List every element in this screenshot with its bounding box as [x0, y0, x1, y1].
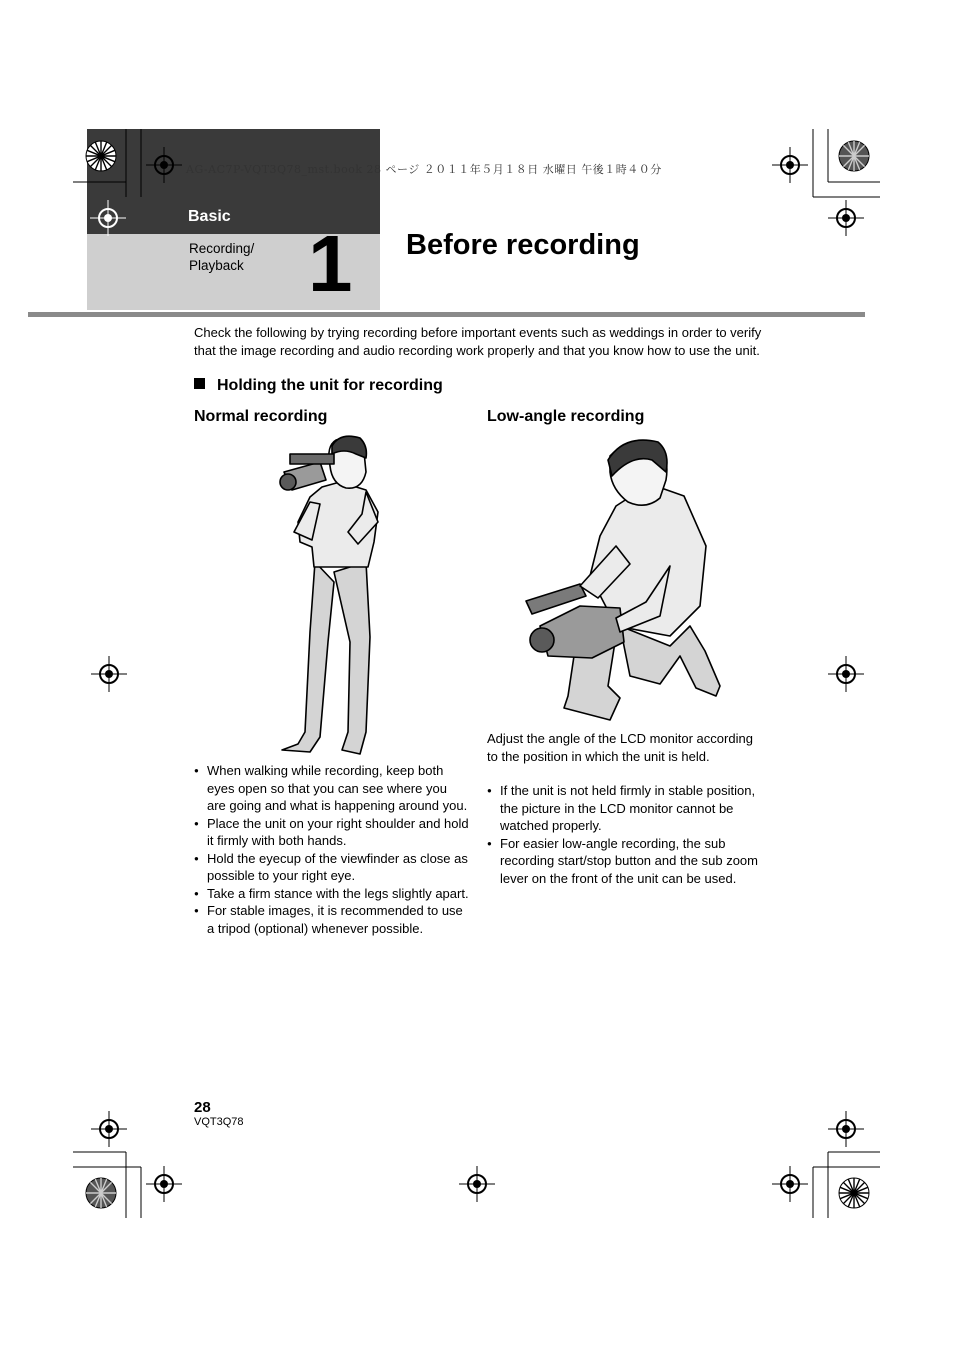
registration-crosshair-icon: [146, 1166, 182, 1202]
low-angle-recording-tips: [487, 782, 762, 887]
section-label: Basic: [188, 208, 231, 225]
file-stamp: AG-AC7P-VQT3Q78_mst.book 28 ページ ２０１１年５月１８日 水曜日 午後１時４０分: [186, 163, 662, 176]
registration-crosshair-icon: [91, 656, 127, 692]
list-item: ● Hold the eyecup of the viewfinder as close as possible to your right eye.: [194, 850, 469, 885]
holding-heading-text: Holding the unit for recording: [217, 377, 443, 394]
normal-recording-heading: Normal recording: [194, 408, 328, 425]
list-item: ● For stable images, it is recommended to use a tripod (optional) whenever possible.: [194, 902, 469, 937]
chapter-number: 1: [308, 219, 353, 308]
starburst-target-icon: [84, 139, 118, 173]
normal-recording-illustration: [270, 432, 400, 757]
page-title: Before recording: [406, 229, 640, 261]
registration-crosshair-icon: [772, 1166, 808, 1202]
list-item: ● When walking while recording, keep both eyes open so that you can see where you are going and what is happening around you.: [194, 762, 469, 815]
list-item: ● Take a firm stance with the legs slightly apart.: [194, 885, 469, 903]
square-bullet-icon: [194, 378, 205, 389]
list-item: ● If the unit is not held firmly in stable position, the picture in the LCD monitor cannot be watched properly.: [487, 782, 762, 835]
registration-crosshair-icon: [91, 1111, 127, 1147]
list-item: ● Place the unit on your right shoulder and hold it firmly with both hands.: [194, 815, 469, 850]
model-code: VQT3Q78: [194, 1116, 244, 1128]
registration-crosshair-icon: [459, 1166, 495, 1202]
holding-heading: [194, 377, 443, 395]
starburst-target-icon: [84, 1176, 118, 1210]
intro-paragraph: Check the following by trying recording before important events such as weddings in order to verify that the image recording and audio recording work properly and that you know how to use the unit.: [194, 325, 762, 358]
registration-crosshair-icon: [828, 656, 864, 692]
low-angle-recording-heading: Low-angle recording: [487, 408, 645, 425]
normal-recording-tips: [194, 762, 469, 937]
list-item: ● For easier low-angle recording, the sub recording start/stop button and the sub zoom lever on the front of the unit can be used.: [487, 835, 762, 888]
starburst-target-icon: [837, 1176, 871, 1210]
registration-crosshair-icon: [828, 1111, 864, 1147]
starburst-target-icon: [837, 139, 871, 173]
registration-crosshair-icon: [90, 200, 126, 236]
page-number: 28: [194, 1099, 211, 1116]
subsection-label: Recording/ Playback: [189, 241, 255, 273]
low-angle-intro: Adjust the angle of the LCD monitor according to the position in which the unit is held.: [487, 731, 753, 764]
low-angle-recording-illustration: [520, 436, 730, 726]
registration-crosshair-icon: [828, 200, 864, 236]
registration-crosshair-icon: [146, 147, 182, 183]
registration-crosshair-icon: [772, 147, 808, 183]
